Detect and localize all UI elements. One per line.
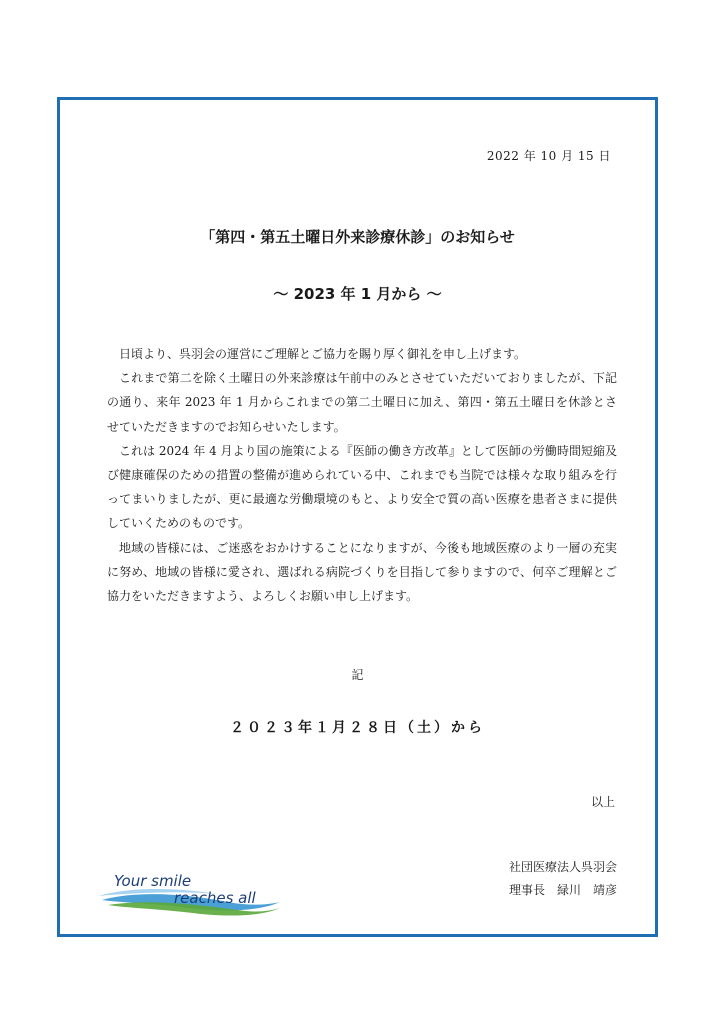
body-paragraph: これまで第二を除く土曜日の外来診療は午前中のみとさせていただいておりましたが、下記の通り、来年 2023 年 1 月からこれまでの第二土曜日に加え、第四・第五土曜日を休診とさせていただきますのでお知らせいたします。 [107,371,617,434]
notice-title: 「第四・第五土曜日外来診療休診」のお知らせ [200,228,515,246]
notice-subtitle: ～ 2023 年 1 月から ～ [273,285,442,303]
ki-marker: 記 [351,668,364,682]
ijou-marker: 以上 [590,795,615,809]
body-paragraph: 日頃より、呉羽会の運営にご理解とご協力を賜り厚く御礼を申し上げます。 [119,347,527,361]
organization-name: 社団医療法人呉羽会 [508,860,617,874]
logo-text-line1: Your smile [114,872,192,890]
signature-block [509,856,617,902]
body-paragraph: これは 2024 年 4 月より国の施策による『医師の働き方改革』として医師の労働時間短縮及び健康確保のための措置の整備が進められている中、これまでも当院では様々な取り組みを行ってまいりましたが、更に最適な労働環境のもと、より安全で質の高い医療を患者さまに提供していくためのものです。 [107,443,617,531]
notice-body [107,342,617,608]
effective-date: ２０２３年１月２８日（土）から [230,720,485,736]
notice-date: 2022 年 10 月 15 日 [486,149,611,163]
logo-text-line2: reaches all [174,889,256,907]
body-paragraph: 地域の皆様には、ご迷惑をおかけすることになりますが、今後も地域医療のより一層の充実に努め、地域の皆様に愛され、選ばれる病院づくりを目指して参りますので、何卒ご理解とご協力をいただきますよう、よろしくお願い申し上げます。 [107,540,617,604]
signatory-name: 理事長 緑川 靖彦 [508,883,617,897]
notice-frame [57,97,658,937]
brand-logo [98,872,283,918]
